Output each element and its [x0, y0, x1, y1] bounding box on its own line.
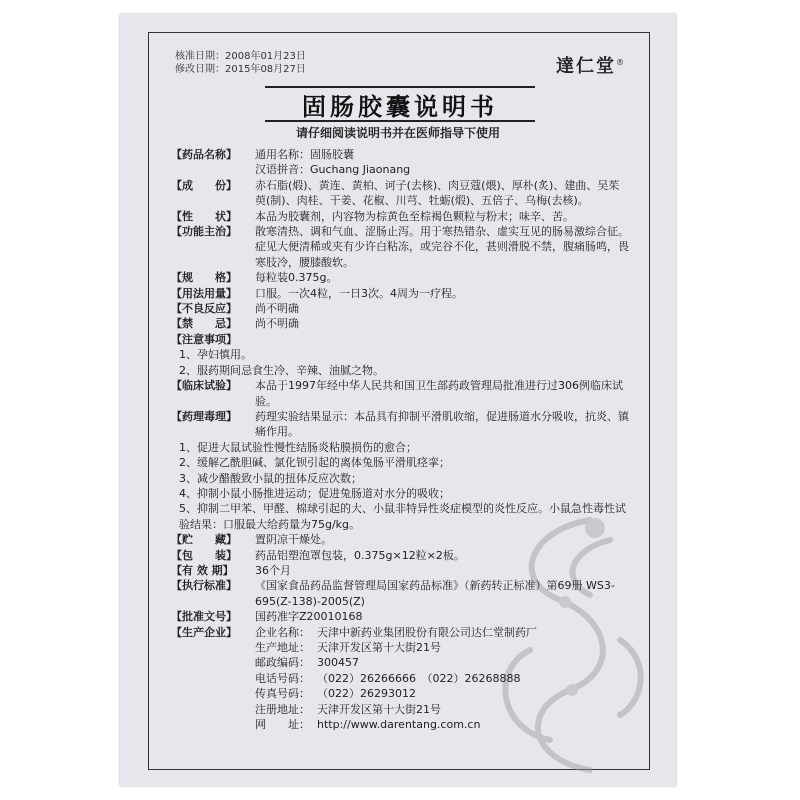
section-clinical [171, 378, 629, 409]
section-label: 【规 格】 [171, 271, 237, 285]
section-validity [171, 563, 629, 578]
section-package [171, 548, 629, 563]
manufacturer-row [255, 655, 629, 670]
section-value: 置阴凉干燥处。 [255, 533, 332, 547]
section-label: 【包 装】 [171, 548, 237, 562]
manufacturer-row [255, 686, 629, 701]
leaflet-content [171, 147, 629, 732]
list-item: 2、服药期间忌食生冷、辛辣、油腻之物。 [179, 363, 384, 377]
section-value: 尚不明确 [255, 317, 299, 331]
section-value: 散寒清热、调和气血、涩肠止泻。用于寒热错杂、虚实互见的肠易激综合征。症见大便清稀或夹有少许白粘冻，或完谷不化，甚则滑脱不禁，腹痛肠鸣，畏寒肢冷，腰膝酸软。 [255, 225, 629, 269]
section-approval-number [171, 609, 629, 624]
list-item: 2、缓解乙酰胆碱、氯化钡引起的离体兔肠平滑肌痉挛； [179, 456, 450, 470]
section-spec [171, 270, 629, 285]
section-precautions [171, 332, 629, 378]
section-character [171, 209, 629, 224]
manufacturer-row [255, 702, 629, 717]
generic-name: 通用名称：固肠胶囊 [255, 148, 354, 161]
section-value [255, 147, 629, 178]
list-item: 1、孕妇慎用。 [179, 348, 252, 362]
section-value: 每粒装0.375g。 [255, 271, 338, 285]
field-key: 注册地址： [255, 702, 310, 716]
section-label: 【临床试验】 [171, 379, 237, 393]
manufacturer-row [255, 671, 629, 686]
section-standard [171, 578, 629, 609]
field-key: 生产地址： [255, 641, 310, 654]
section-label: 【批准文号】 [171, 610, 237, 624]
section-label: 【功能主治】 [171, 225, 237, 239]
section-value: 尚不明确 [255, 302, 299, 316]
section-label: 【生产企业】 [171, 625, 237, 639]
section-label: 【成 份】 [171, 178, 237, 192]
field-value: （022）26266666 （022）26268888 [317, 671, 521, 685]
field-value: 天津开发区第十大街21号 [317, 702, 441, 716]
section-value [255, 625, 629, 733]
section-pharmacology [171, 409, 629, 440]
registered-mark: ® [616, 58, 626, 67]
manufacturer-row [255, 640, 629, 655]
title-box [265, 86, 535, 122]
section-label: 【执行标准】 [171, 579, 237, 593]
section-label: 【药理毒理】 [171, 409, 237, 423]
section-value: 本品为胶囊剂，内容物为棕黄色至棕褐色颗粒与粉末；味辛、苦。 [255, 209, 574, 223]
field-value: 300457 [317, 656, 359, 670]
approval-date: 核准日期：2008年01月23日 [175, 51, 306, 62]
section-value: 《国家食品药品监督管理局国家药品标准》（新药转正标准）第69册 WS3-695(Z-138)-2005(Z) [255, 579, 615, 608]
field-value: 天津开发区第十大街21号 [317, 641, 441, 654]
field-value: 天津中新药业集团股份有限公司达仁堂制药厂 [317, 625, 537, 639]
section-contraindications [171, 316, 629, 331]
section-label: 【有 效 期】 [171, 563, 234, 577]
section-dosage [171, 286, 629, 301]
document-subtitle: 请仔细阅读说明书并在医师指导下使用 [295, 126, 500, 140]
section-value: 国药准字Z20010168 [255, 610, 363, 624]
section-label: 【药品名称】 [171, 148, 237, 161]
field-key: 邮政编码： [255, 656, 310, 670]
list-item: 3、减少醋酸致小鼠的扭体反应次数； [179, 471, 362, 485]
section-adverse [171, 301, 629, 316]
field-value: （022）26293012 [317, 687, 416, 701]
section-value: 36个月 [255, 563, 291, 577]
section-ingredients [171, 178, 629, 209]
list-item: 1、促进大鼠试验性慢性结肠炎粘膜损伤的愈合； [179, 440, 417, 454]
field-key: 传真号码： [255, 687, 310, 701]
brand-logo [556, 52, 626, 78]
document-title: 固肠胶囊说明书 [302, 91, 498, 121]
section-manufacturer [171, 625, 629, 733]
section-indications [171, 224, 629, 270]
manufacturer-row [255, 625, 629, 640]
section-storage [171, 532, 629, 547]
section-label: 【贮 藏】 [171, 533, 237, 547]
field-key: 网 址： [255, 718, 310, 732]
section-value: 口服。一次4粒，一日3次。4周为一疗程。 [255, 286, 463, 300]
section-value: 药品铝塑泡罩包装，0.375g×12粒×2板。 [255, 548, 465, 562]
section-name [171, 147, 629, 178]
field-key: 电话号码： [255, 671, 310, 685]
pinyin-name: 汉语拼音：Guchang Jiaonang [255, 163, 411, 177]
website-value: http://www.darentang.com.cn [317, 718, 481, 732]
manufacturer-row [255, 717, 629, 732]
date-info [175, 50, 306, 76]
revision-date: 修改日期：2015年08月27日 [175, 64, 306, 75]
section-label: 【注意事项】 [171, 332, 237, 346]
section-label: 【不良反应】 [171, 302, 237, 316]
field-key: 企业名称： [255, 625, 310, 639]
section-label: 【禁 忌】 [171, 317, 237, 331]
section-label: 【用法用量】 [171, 286, 237, 300]
section-value: 药理实验结果显示：本品具有抑制平滑肌收缩，促进肠道水分吸收，抗炎、镇痛作用。 [255, 409, 629, 439]
section-label: 【性 状】 [171, 209, 237, 223]
brand-name: 達仁堂 [556, 56, 616, 77]
section-value: 本品于1997年经中华人民共和国卫生部药政管理局批准进行过306例临床试验。 [255, 379, 623, 408]
list-item: 5、抑制二甲苯、甲醛、棉球引起的大、小鼠非特异性炎症模型的炎性反应。小鼠急性毒性试验结果：口服最大给药量为75g/kg。 [179, 502, 626, 531]
section-value: 赤石脂(煅)、黄连、黄柏、诃子(去核)、肉豆蔻(煨)、厚朴(炙)、建曲、吴茱萸(制)、肉桂、干姜、花椒、川芎、牡蛎(煅)、五倍子、乌梅(去核)。 [255, 178, 620, 208]
list-item: 4、抑制小鼠小肠推进运动；促进兔肠道对水分的吸收； [179, 486, 450, 500]
